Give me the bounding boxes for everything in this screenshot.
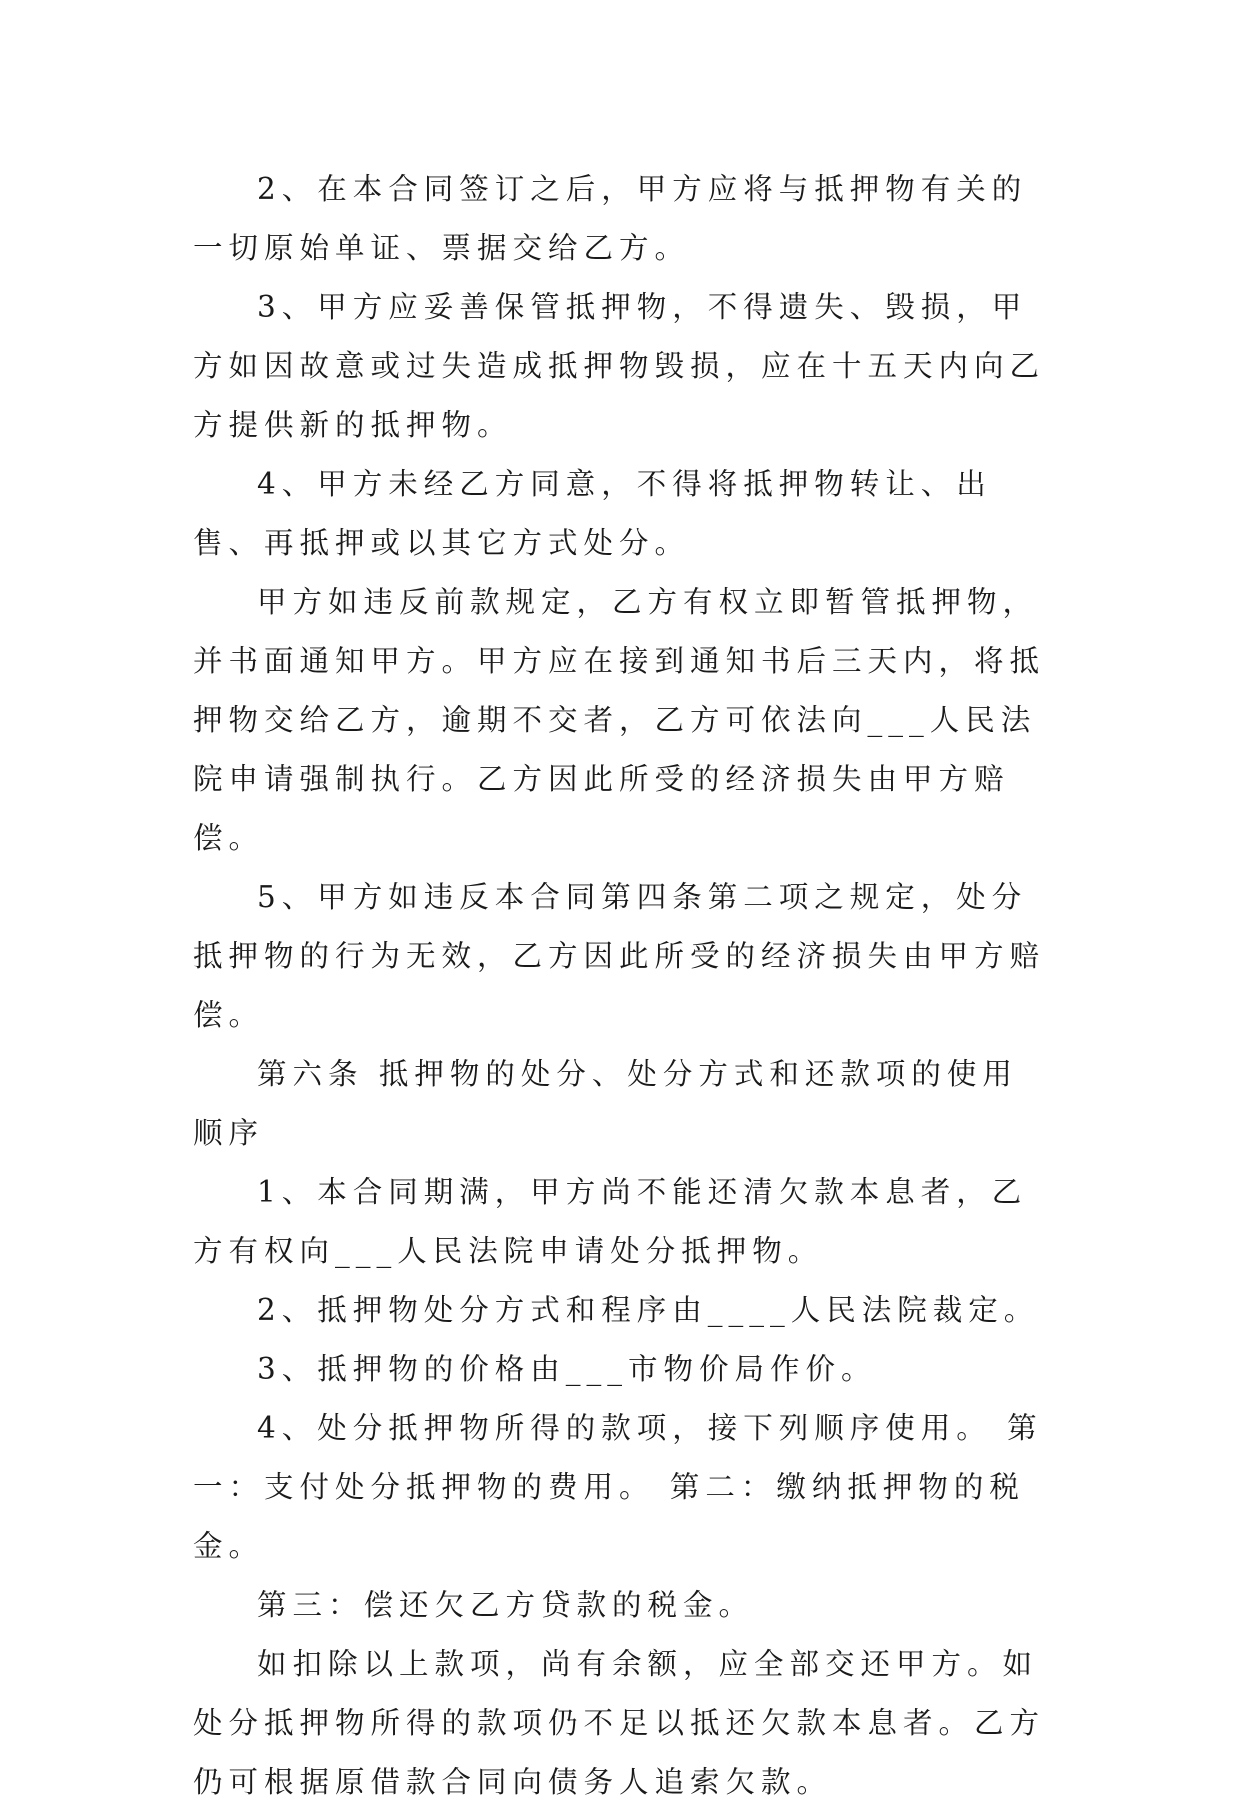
article-6-item-4-third: 第三：偿还欠乙方贷款的税金。 <box>257 1588 755 1622</box>
article-6-item-1: 1、本合同期满，甲方尚不能还清欠款本息者，乙方有权向___人民法院申请处分抵押物。 <box>193 1175 1028 1268</box>
article-6-item-2: 2、抵押物处分方式和程序由____人民法院裁定。 <box>257 1293 1040 1327</box>
clause-2-paragraph: 2、在本合同签订之后，甲方应将与抵押物有关的一切原始单证、票据交给乙方。 <box>193 172 1028 265</box>
article-6-item-4: 4、处分抵押物所得的款项，接下列顺序使用。 第一：支付处分抵押物的费用。 第二：缴纳抵押物的税金。 <box>193 1411 1043 1563</box>
clause-4-paragraph: 4、甲方未经乙方同意，不得将抵押物转让、出售、再抵押或以其它方式处分。 <box>193 467 992 560</box>
article-6-item-3: 3、抵押物的价格由___市物价局作价。 <box>257 1352 877 1386</box>
surplus-paragraph: 如扣除以上款项，尚有余额，应全部交还甲方。如处分抵押物所得的款项仍不足以抵还欠款本息者。乙方仍可根据原借款合同向债务人追索欠款。 <box>193 1647 1046 1799</box>
document-body <box>193 160 1053 1812</box>
clause-5-paragraph: 5、甲方如违反本合同第四条第二项之规定，处分抵押物的行为无效，乙方因此所受的经济损失由甲方赔偿。 <box>193 880 1046 1032</box>
clause-3-paragraph: 3、甲方应妥善保管抵押物，不得遗失、毁损，甲方如因故意或过失造成抵押物毁损，应在十五天内向乙方提供新的抵押物。 <box>193 290 1046 442</box>
violation-paragraph: 甲方如违反前款规定，乙方有权立即暂管抵押物，并书面通知甲方。甲方应在接到通知书后三天内，将抵押物交给乙方，逾期不交者，乙方可依法向___人民法院申请强制执行。乙方因此所受的经济损失由甲方赔偿。 <box>193 585 1046 855</box>
article-6-heading: 第六条 抵押物的处分、处分方式和还款项的使用顺序 <box>193 1057 1018 1150</box>
